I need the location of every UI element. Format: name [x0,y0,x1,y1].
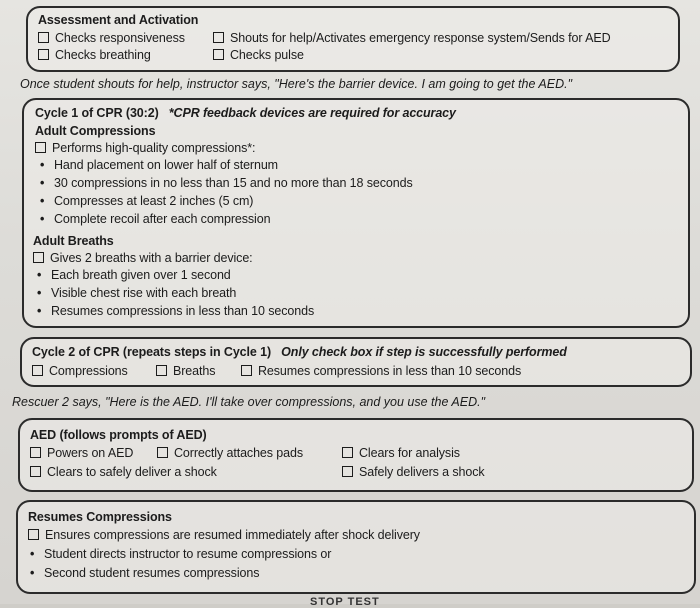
checkbox[interactable] [157,447,168,458]
checkbox[interactable] [38,49,49,60]
bullet-item: • Student directs instructor to resume compressions or [30,547,332,561]
bullet-item: • Complete recoil after each compression [40,212,271,226]
bullet-item: • 30 compressions in no less than 15 and no more than 18 seconds [40,176,413,190]
checkbox-item-checks-breathing[interactable]: Checks breathing [38,48,151,62]
bullet-item: • Visible chest rise with each breath [37,286,237,300]
resumes-compressions-heading: Resumes Compressions [28,510,172,524]
checkbox[interactable] [32,365,43,376]
rescuer-note: Rescuer 2 says, "Here is the AED. I'll take over compressions, and you use the AED." [12,395,486,409]
checkbox-item-gives-2-breaths[interactable]: Gives 2 breaths with a barrier device: [33,251,253,265]
checkbox[interactable] [156,365,167,376]
instructor-note: Once student shouts for help, instructor says, "Here's the barrier device. I am going to get the AED." [20,77,573,91]
stop-test-footer: STOP TEST [310,596,380,608]
checkbox[interactable] [38,32,49,43]
bullet-item: • Each breath given over 1 second [37,268,231,282]
checkbox-item-attaches-pads[interactable]: Correctly attaches pads [157,446,303,460]
bullet-item: • Resumes compressions in less than 10 seconds [37,304,315,318]
aed-heading: AED (follows prompts of AED) [30,428,207,442]
adult-compressions-heading: Adult Compressions [35,124,156,138]
checkbox[interactable] [30,466,41,477]
checkbox-item-clears-for-analysis[interactable]: Clears for analysis [342,446,460,460]
adult-breaths-heading: Adult Breaths [33,234,114,248]
checkbox[interactable] [28,529,39,540]
checkbox-item-shouts-for-help[interactable]: Shouts for help/Activates emergency response system/Sends for AED [213,31,611,45]
checkbox-item-resumes-compressions[interactable]: Resumes compressions in less than 10 seconds [241,364,521,378]
checkbox-item-clears-to-deliver-shock[interactable]: Clears to safely deliver a shock [30,465,217,479]
cycle2-heading: Cycle 2 of CPR (repeats steps in Cycle 1) Only check box if step is successfully performed [32,345,567,359]
checkbox-item-checks-pulse[interactable]: Checks pulse [213,48,304,62]
checkbox-item-delivers-shock[interactable]: Safely delivers a shock [342,465,485,479]
checkbox-item-high-quality-compressions[interactable]: Performs high-quality compressions*: [35,141,255,155]
checkbox[interactable] [35,142,46,153]
bullet-item: • Hand placement on lower half of sternum [40,158,278,172]
bullet-item: • Second student resumes compressions [30,566,260,580]
checkbox-item-breaths[interactable]: Breaths [156,364,215,378]
checkbox-item-ensures-compressions-resumed[interactable]: Ensures compressions are resumed immediately after shock delivery [28,528,420,542]
checkbox[interactable] [30,447,41,458]
cycle1-heading: Cycle 1 of CPR (30:2) *CPR feedback devices are required for accuracy [35,106,456,120]
bullet-item: • Compresses at least 2 inches (5 cm) [40,194,254,208]
checkbox-item-powers-on-aed[interactable]: Powers on AED [30,446,133,460]
checkbox-item-checks-responsiveness[interactable]: Checks responsiveness [38,31,185,45]
checkbox[interactable] [342,447,353,458]
checkbox-item-compressions[interactable]: Compressions [32,364,128,378]
checkbox[interactable] [241,365,252,376]
checkbox[interactable] [342,466,353,477]
checkbox[interactable] [213,49,224,60]
checkbox[interactable] [33,252,44,263]
assessment-title: Assessment and Activation [38,13,199,27]
checkbox[interactable] [213,32,224,43]
